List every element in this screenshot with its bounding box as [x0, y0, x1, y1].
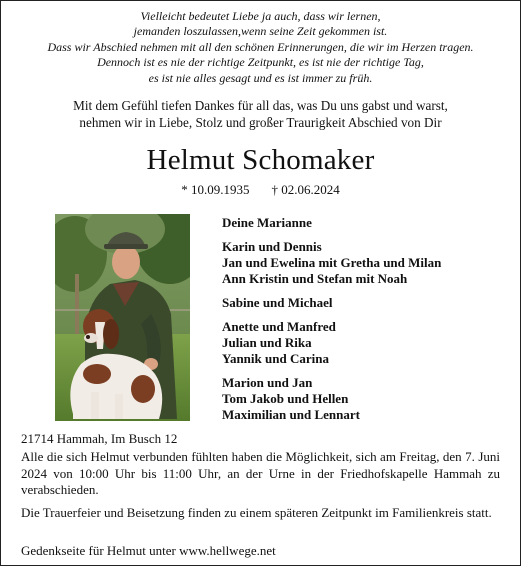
- death-date: † 02.06.2024: [271, 182, 340, 197]
- family-list: [222, 215, 517, 431]
- family-member: Marion und Jan: [222, 375, 313, 390]
- poem-line: Dass wir Abschied nehmen mit all den schönen Erinnerungen, die wir im Herzen tragen.: [47, 39, 474, 54]
- memorial-page-link[interactable]: Gedenkseite für Helmut unter www.hellwege.net: [21, 543, 276, 558]
- birth-date: * 10.09.1935: [181, 182, 250, 197]
- farewell-paragraph: Alle die sich Helmut verbunden fühlten haben die Möglichkeit, sich am Freitag, den 7. Juni 2024 von 10:00 Uhr bis 11:00 Uhr, an der Urne in der Friedhofskapelle Hammah zu verabschieden.: [21, 449, 500, 497]
- intro-line: nehmen wir in Liebe, Stolz und großer Traurigkeit Abschied von Dir: [79, 115, 442, 130]
- funeral-paragraph: Die Trauerfeier und Beisetzung finden zu einem späteren Zeitpunkt im Familienkreis statt.: [21, 505, 492, 520]
- portrait-photo: [55, 214, 190, 421]
- intro-line: Mit dem Gefühl tiefen Dankes für all das, was Du uns gabst und warst,: [73, 98, 448, 113]
- family-member: Tom Jakob und Hellen: [222, 391, 349, 406]
- family-member: Yannik und Carina: [222, 351, 329, 366]
- poem-line: Vielleicht bedeutet Liebe ja auch, dass wir lernen,: [140, 9, 381, 23]
- family-group: [222, 295, 517, 311]
- family-member: Julian und Rika: [222, 335, 312, 350]
- poem: [1, 9, 520, 86]
- family-member: Jan und Ewelina mit Gretha und Milan: [222, 255, 442, 270]
- family-member: Ann Kristin und Stefan mit Noah: [222, 271, 408, 286]
- address: 21714 Hammah, Im Busch 12: [21, 431, 178, 446]
- intro-text: [1, 97, 520, 131]
- family-group: [222, 239, 517, 287]
- deceased-name: Helmut Schomaker: [146, 144, 375, 176]
- poem-line: es ist nie alles gesagt und es ist immer zu früh.: [148, 70, 373, 85]
- poem-line: jemanden loszulassen,wenn seine Zeit gekommen ist.: [133, 24, 388, 39]
- family-member: Karin und Dennis: [222, 239, 322, 254]
- family-member: Deine Marianne: [222, 215, 312, 230]
- family-group: [222, 215, 517, 231]
- family-member: Sabine und Michael: [222, 295, 333, 310]
- life-dates: [1, 182, 520, 198]
- family-member: Anette und Manfred: [222, 319, 336, 334]
- family-group: [222, 319, 517, 367]
- poem-line: Dennoch ist es nie der richtige Zeitpunkt, es ist nie der richtige Tag,: [97, 55, 424, 70]
- family-member: Maximilian und Lennart: [222, 407, 360, 422]
- family-group: [222, 375, 517, 423]
